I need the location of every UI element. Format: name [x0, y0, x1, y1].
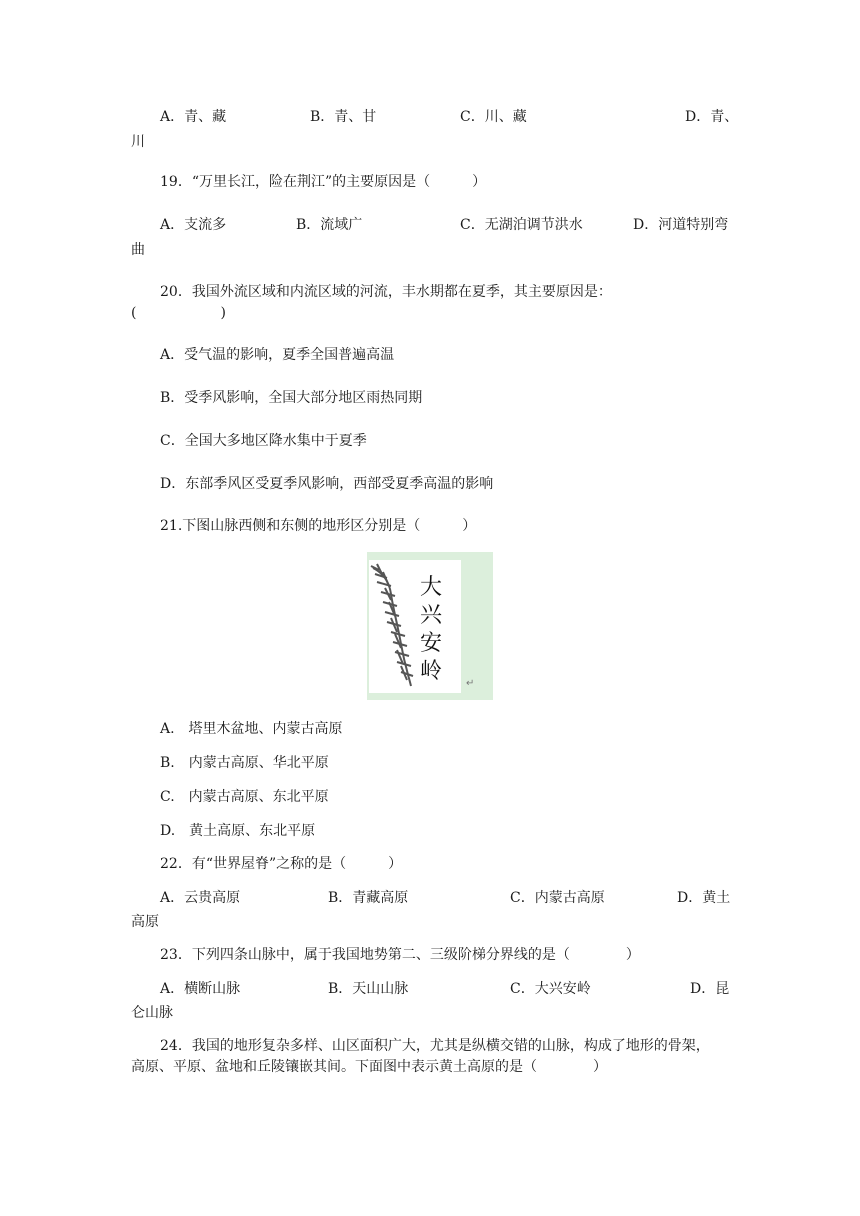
figure-label-3: 安 — [419, 631, 443, 656]
q21-stem: 21.下图山脉西侧和东侧的地形区分别是（ ） — [160, 518, 477, 534]
figure-label-2: 兴 — [419, 603, 443, 628]
q20-option-d: D．东部季风区受夏季风影响，西部受夏季高温的影响 — [160, 476, 494, 492]
q23-option-b: B．天山山脉 — [328, 981, 409, 997]
q23-option-c: C．大兴安岭 — [510, 981, 591, 997]
q23-option-a: A．横断山脉 — [160, 981, 241, 997]
figure-label-1: 大 — [419, 575, 443, 600]
q23-option-d: D．昆 — [690, 981, 730, 997]
q24-stem: 24．我国的地形复杂多样、山区面积广大，尤其是纵横交错的山脉，构成了地形的骨架， — [160, 1038, 710, 1054]
q18-option-a: A．青、藏 — [160, 109, 227, 125]
q21-option-d: D. 黄土高原、东北平原 — [160, 823, 316, 839]
mountain-figure — [367, 552, 493, 700]
q20-option-a: A．受气温的影响，夏季全国普遍高温 — [160, 347, 395, 363]
q21-option-c: C. 内蒙古高原、东北平原 — [160, 789, 329, 805]
q21-option-a: A. 塔里木盆地、内蒙古高原 — [160, 721, 343, 737]
q22-option-a: A．云贵高原 — [160, 890, 241, 906]
q20-stem: 20．我国外流区域和内流区域的河流，丰水期都在夏季，其主要原因是： — [160, 284, 612, 300]
q20-option-b: B．受季风影响，全国大部分地区雨热同期 — [160, 390, 423, 406]
q20-option-c: C．全国大多地区降水集中于夏季 — [160, 433, 367, 449]
return-mark-icon: ↵ — [466, 678, 475, 689]
mountain-range-image — [367, 552, 493, 700]
q21-option-b: B. 内蒙古高原、华北平原 — [160, 755, 329, 771]
q18-option-c: C．川、藏 — [460, 109, 527, 125]
q22-stem: 22．有“世界屋脊”之称的是（ ） — [160, 856, 403, 872]
q19-option-d: D．河道特别弯 — [633, 217, 729, 233]
q23-stem: 23．下列四条山脉中，属于我国地势第二、三级阶梯分界线的是（ ） — [160, 947, 640, 963]
q23-option-d-wrap: 仑山脉 — [131, 1005, 173, 1021]
q19-option-a: A．支流多 — [160, 217, 227, 233]
figure-label-4: 岭 — [419, 659, 443, 684]
q20-stem-bracket: ( ) — [131, 305, 226, 321]
q22-option-d-wrap: 高原 — [131, 914, 159, 930]
q19-stem: 19．“万里长江，险在荆江”的主要原因是（ ） — [160, 174, 487, 190]
q18-option-d: D．青、 — [685, 109, 739, 125]
q18-option-d-wrap: 川 — [131, 134, 145, 150]
q19-option-d-wrap: 曲 — [131, 242, 145, 258]
q22-option-d: D．黄土 — [677, 890, 731, 906]
q24-stem-line2: 高原、平原、盆地和丘陵镶嵌其间。下面图中表示黄土高原的是（ ） — [131, 1059, 607, 1075]
q18-option-b: B．青、甘 — [310, 109, 377, 125]
q19-option-c: C．无湖泊调节洪水 — [460, 217, 583, 233]
q22-option-b: B．青藏高原 — [328, 890, 409, 906]
q19-option-b: B．流域广 — [296, 217, 363, 233]
q22-option-c: C．内蒙古高原 — [510, 890, 605, 906]
